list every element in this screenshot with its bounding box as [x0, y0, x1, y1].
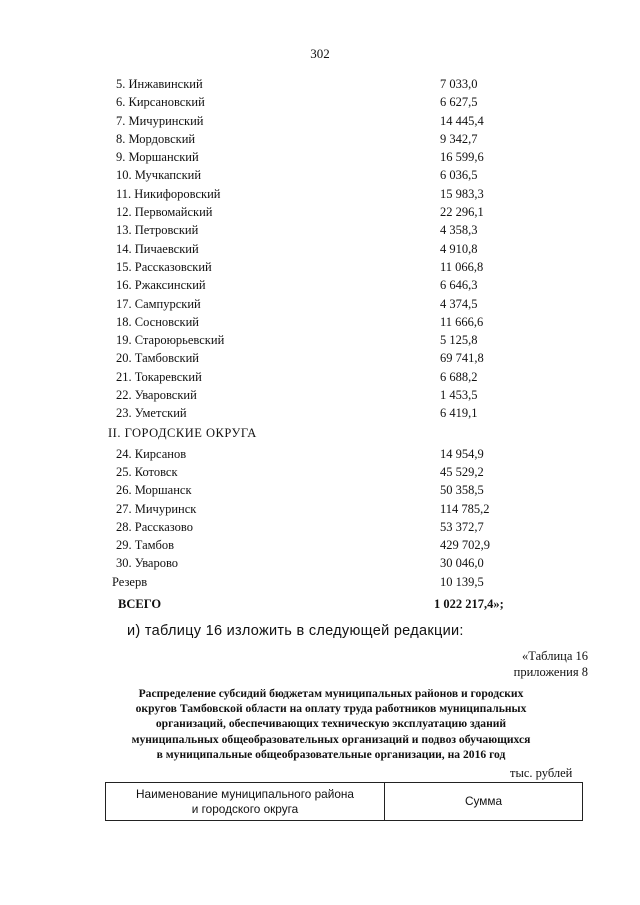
page-number: 302 [310, 46, 330, 61]
row-name: 9. Моршанский [116, 150, 199, 165]
row-name: 14. Пичаевский [116, 241, 199, 256]
row-value: 4 910,8 [440, 241, 478, 256]
table-row [108, 185, 528, 203]
row-value: 6 688,2 [440, 369, 478, 384]
table-row [108, 445, 528, 463]
table-row [108, 536, 528, 554]
row-name: 16. Ржаксинский [116, 278, 206, 293]
row-value: 69 741,8 [440, 351, 484, 366]
total-label: ВСЕГО [118, 597, 162, 612]
row-value: 429 702,9 [440, 538, 490, 553]
row-value: 6 036,5 [440, 168, 478, 183]
table-caption [478, 649, 588, 680]
table-heading [90, 686, 572, 762]
table-row [108, 404, 528, 422]
row-value: 15 983,3 [440, 186, 484, 201]
header-cell-sum-label: Сумма [464, 794, 503, 808]
row-name: 19. Староюрьевский [116, 333, 225, 348]
total-row [108, 595, 528, 613]
row-name: 21. Токаревский [116, 369, 202, 384]
table-row [108, 481, 528, 499]
table-row [108, 518, 528, 536]
table-row [108, 112, 528, 130]
row-name: 6. Кирсановский [116, 95, 205, 110]
row-name: 20. Тамбовский [116, 351, 199, 366]
row-value: 22 296,1 [440, 205, 484, 220]
row-value: 45 529,2 [440, 464, 484, 479]
row-name: 5. Инжавинский [116, 77, 203, 91]
reserve-value: 10 139,5 [440, 574, 484, 589]
row-value: 14 954,9 [440, 446, 484, 461]
row-value: 9 342,7 [440, 131, 478, 146]
row-value: 4 358,3 [440, 223, 478, 238]
row-value: 7 033,0 [440, 77, 478, 91]
city-rows [108, 445, 528, 573]
table-row [108, 463, 528, 481]
row-value: 11 666,6 [440, 314, 484, 329]
header-cell-name-line1: Наименование муниципального района [136, 786, 354, 801]
heading-line: муниципальных общеобразовательных организаций и подвоз обучающихся [131, 732, 531, 746]
row-name: 7. Мичуринский [116, 113, 204, 128]
table-row [108, 166, 528, 184]
table-row [108, 500, 528, 518]
row-name: 13. Петровский [116, 223, 199, 238]
row-value: 50 358,5 [440, 483, 484, 498]
row-name: 10. Мучкапский [116, 168, 202, 183]
header-cell-sum [385, 783, 582, 820]
row-name: 18. Сосновский [116, 314, 199, 329]
district-rows [108, 75, 528, 423]
table-header [105, 782, 583, 821]
row-value: 30 046,0 [440, 556, 484, 571]
table-row [108, 276, 528, 294]
row-name: 15. Рассказовский [116, 259, 212, 274]
row-value: 16 599,6 [440, 150, 484, 165]
row-name: 30. Уварово [116, 556, 179, 571]
row-value: 6 627,5 [440, 95, 478, 110]
row-value: 6 646,3 [440, 278, 478, 293]
row-name: 28. Рассказово [116, 519, 193, 534]
table-row [108, 331, 528, 349]
row-value: 11 066,8 [440, 259, 484, 274]
row-name: 8. Мордовский [116, 131, 196, 146]
table-row [108, 93, 528, 111]
heading-line: округов Тамбовской области на оплату труда работников муниципальных [135, 702, 527, 716]
row-value: 114 785,2 [440, 501, 490, 516]
row-name: 26. Моршанск [116, 483, 192, 498]
heading-line: Распределение субсидий бюджетам муниципальных районов и городских [138, 687, 524, 700]
table-row [108, 203, 528, 221]
table-row [108, 75, 528, 93]
row-name: 11. Никифоровский [116, 186, 221, 201]
table-caption-line1: «Таблица 16 [522, 649, 588, 663]
row-value: 5 125,8 [440, 333, 478, 348]
table-row [108, 554, 528, 572]
table-row [108, 368, 528, 386]
units-label: тыс. рублей [510, 766, 573, 780]
table-row [108, 221, 528, 239]
subsidy-list [108, 75, 528, 613]
row-value: 53 372,7 [440, 519, 484, 534]
amendment-instruction: и) таблицу 16 изложить в следующей редакции: [127, 623, 464, 639]
reserve-row [108, 573, 528, 591]
heading-line: в муниципальные общеобразовательные организации, на 2016 год [156, 747, 506, 761]
table-row [108, 386, 528, 404]
table-row [108, 258, 528, 276]
row-name: 17. Сампурский [116, 296, 201, 311]
total-value: 1 022 217,4»; [434, 597, 504, 612]
row-name: 29. Тамбов [116, 538, 175, 553]
row-name: 27. Мичуринск [116, 501, 197, 516]
row-name: 25. Котовск [116, 464, 178, 479]
table-row [108, 240, 528, 258]
row-name: 12. Первомайский [116, 205, 213, 220]
table-row [108, 148, 528, 166]
reserve-label: Резерв [112, 574, 148, 589]
row-name: 24. Кирсанов [116, 446, 187, 461]
table-row [108, 349, 528, 367]
heading-line: организаций, обеспечивающих техническую эксплуатацию зданий [155, 717, 507, 731]
row-value: 1 453,5 [440, 388, 478, 403]
row-value: 4 374,5 [440, 296, 478, 311]
row-name: 23. Уметский [116, 406, 187, 421]
row-value: 6 419,1 [440, 406, 478, 421]
section-title-city-districts: II. ГОРОДСКИЕ ОКРУГА [108, 425, 257, 440]
table-caption-line2: приложения 8 [513, 664, 588, 679]
row-value: 14 445,4 [440, 113, 484, 128]
table-row [108, 295, 528, 313]
row-name: 22. Уваровский [116, 388, 197, 403]
table-row [108, 130, 528, 148]
table-row [108, 313, 528, 331]
header-cell-name [106, 783, 385, 820]
header-cell-name-line2: и городского округа [191, 801, 299, 816]
